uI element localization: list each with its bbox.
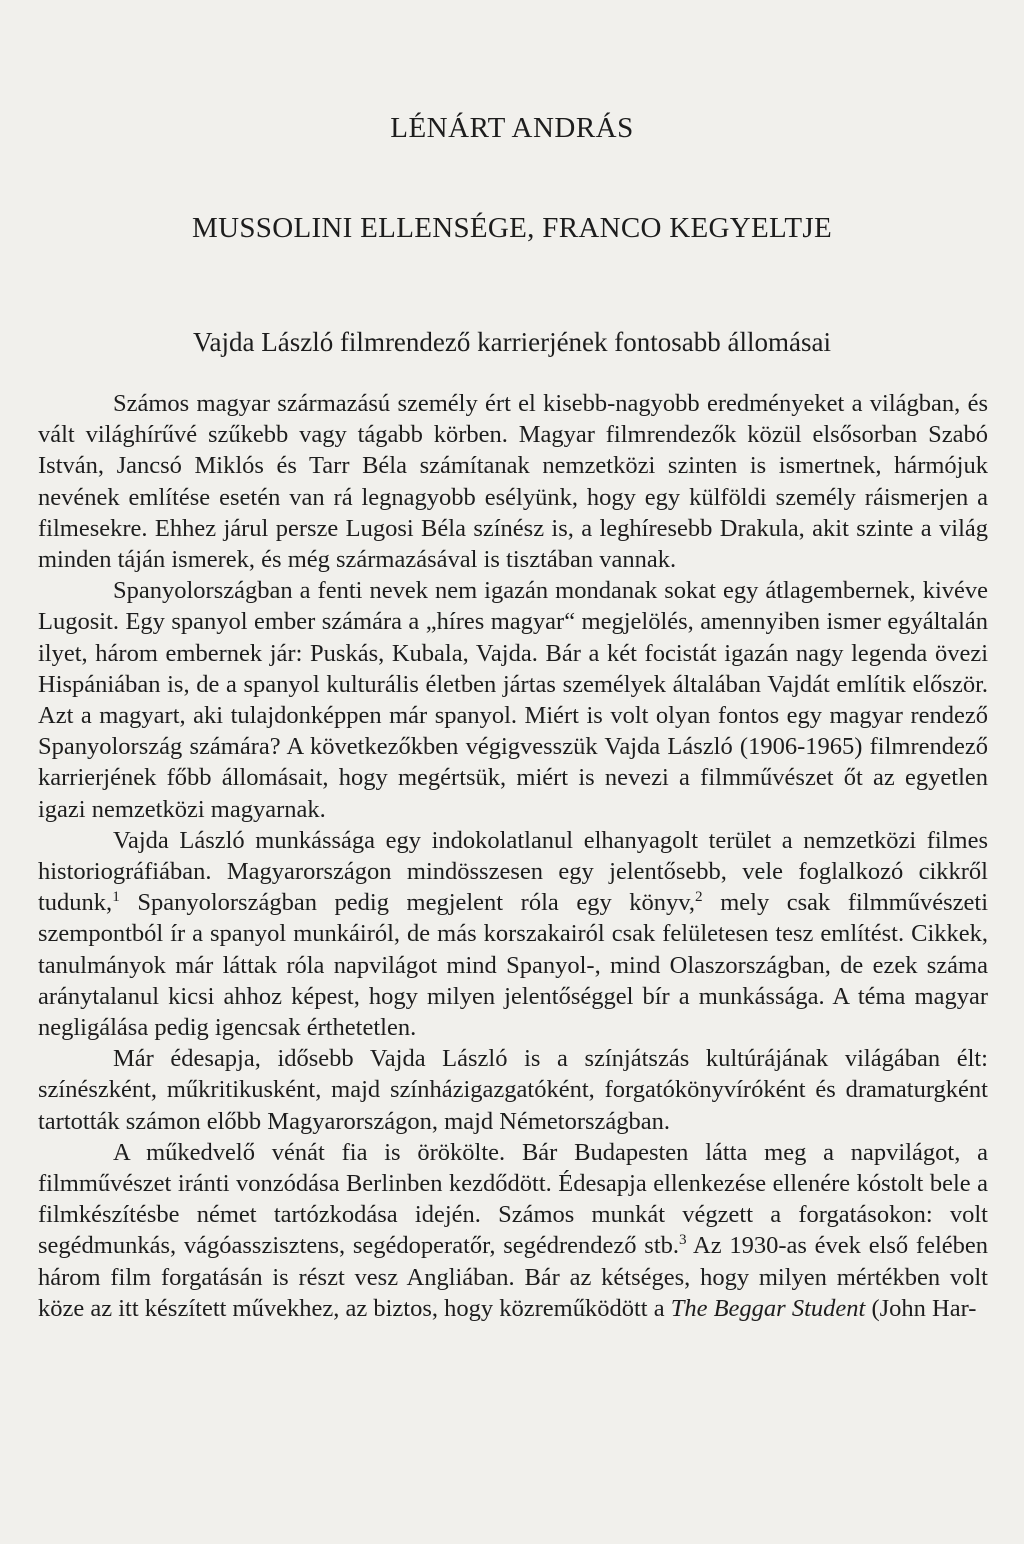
paragraph-2: Spanyolországban a fenti nevek nem igazán mondanak sokat egy átlagembernek, kivéve Lugosit. Egy spanyol ember számára a „híres magyar“ megjelölés, amennyiben ismer egyáltalán ilyet, három embernek jár: Puskás, Kubala, Vajda. Bár a két focistát igazán nagy legenda övezi Hispániában is, de a spanyol kulturális életben jártas személyek általában Vajdát említik először. Azt a magyart, aki tulajdonképpen már spanyol. Miért is volt olyan fontos egy magyar rendező Spanyolország számára? A következőkben végigvesszük Vajda László (1906-1965) filmrendező karrierjének főbb állomásait, hogy megértsük, miért is nevezi a filmművészet őt az egyetlen igazi nemzetközi magyarnak. [38, 577, 988, 823]
paragraph-5-text-c: (John Har- [865, 1294, 977, 1322]
paragraph-1: Számos magyar származású személy ért el kisebb-nagyobb eredményeket a világban, és vált világhírűvé szűkebb vagy tágabb körben. Magyar filmrendezők közül elsősorban Szabó István, Jancsó Miklós és Tarr Béla számítanak nemzetközi szinten is ismertnek, hármójuk nevének említése esetén van rá legnagyobb esélyünk, hogy egy külföldi személy ráismerjen a filmesekre. Ehhez járul persze Lugosi Béla színész is, a leghíresebb Drakula, akit szinte a világ minden táján ismerek, és még származásával is tisztában vannak. [38, 390, 988, 574]
footnote-ref-2: 2 [695, 888, 703, 906]
article-body [38, 388, 988, 1324]
footnote-ref-1: 1 [112, 888, 120, 906]
author-name: LÉNÁRT ANDRÁS [390, 112, 634, 144]
paragraph-3-text-b: Spanyolországban pedig megjelent róla egy könyv, [119, 889, 696, 917]
paragraph-3 [38, 825, 988, 1043]
paragraph-4: Már édesapja, idősebb Vajda László is a színjátszás kultúrájának világában élt: színészként, műkritikusként, majd színházigazgatóként, forgatókönyvíróként és dramaturgként tartották számon előbb Magyarországon, majd Németországban. [38, 1045, 988, 1135]
paragraph-3-text-a: Vajda László munkássága egy indokolatlanul elhanyagolt terület a nemzetközi filmes historiográfiában. Magyarországon mindösszesen egy jelentősebb, vele foglalkozó cikkről tudunk, [38, 826, 988, 917]
paragraph-3-text-c: mely csak filmművészeti szempontból ír a spanyol munkáiról, de más korszakairól csak felületesen tesz említést. Cikkek, tanulmányok már láttak róla napvilágot mind Spanyol-, mind Olaszországban, de ezek száma aránytalanul kicsi ahhoz képest, hogy milyen jelentőséggel bír a munkássága. A téma magyar negligálása pedig igencsak érthetetlen. [38, 889, 988, 1042]
film-title: The Beggar Student [670, 1294, 866, 1322]
footnote-ref-3: 3 [679, 1231, 687, 1249]
article-title: MUSSOLINI ELLENSÉGE, FRANCO KEGYELTJE [192, 212, 832, 244]
paragraph-5 [38, 1137, 988, 1324]
paragraph-5-text-b: Az 1930-as évek első felében három film forgatásán is részt vesz Angliában. Bár az kétséges, hogy milyen mértékben volt köze az itt készített művekhez, az biztos, hogy közreműködött a [38, 1232, 989, 1322]
article-subtitle: Vajda László filmrendező karrierjének fontosabb állomásai [193, 327, 831, 357]
paragraph-5-text-a: A műkedvelő vénát fia is örökölte. Bár Budapesten látta meg a napvilágot, a filmművészet iránti vonzódása Berlinben kezdődött. Édesapja ellenkezése ellenére kóstolt bele a filmkészítésbe német tartózkodása idején. Számos munkát végzett a forgatásokon: volt segédmunkás, vágóasszisztens, segédoperatőr, segédrendező stb. [38, 1138, 988, 1260]
